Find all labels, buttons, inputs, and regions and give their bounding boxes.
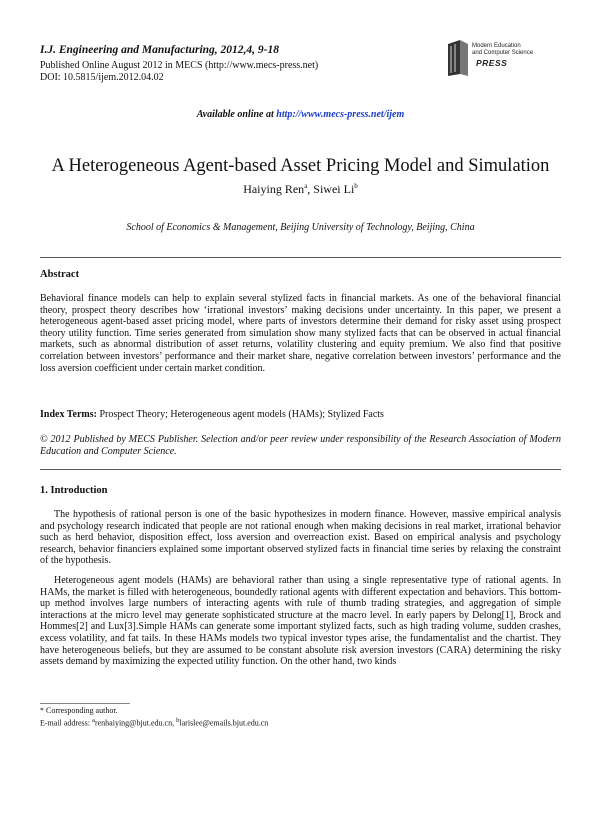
index-terms-text: Prospect Theory; Heterogeneous agent models (HAMs); Stylized Facts (96, 409, 384, 420)
introduction-paragraph-2: Heterogeneous agent models (HAMs) are behavioral rather than using a single representative type of rational agents. In HAMs, the market is filled with heterogeneous, boundedly rational agents with different expectation and behaviors. This bottom-up method involves large numbers of interacting agents with rule of thumb trading strategies, and aggregation of simple interactions at the micro level may generate sophisticated structure at the macro level. In early papers by Delong[1], Brock and Hommes[2] and Lux[3].Simple HAMs can generate some important stylized facts, such as high trading volume, sudden crashes, excess volatility, and fat tails. In these HAMs models two typical investor types arise, the fundamentalist and the chartist. They have heterogeneous beliefs, but they are assumed to be constant absolute risk aversion investors (CARA) determining the risky assets demand by maximizing the expected utility function. On the other hand, two kinds (40, 575, 561, 668)
footnote-divider (40, 703, 130, 704)
index-terms-label: Index Terms: (40, 409, 97, 420)
email-sup-a: a (91, 717, 95, 724)
author-1-sup: a (304, 182, 308, 190)
paper-title: A Heterogeneous Agent-based Asset Pricing Model and Simulation (51, 156, 550, 176)
logo-line-2: and Computer Science (472, 49, 534, 56)
email-addresses (40, 716, 268, 729)
index-terms (40, 409, 384, 420)
author-1: Haiying Ren (243, 182, 305, 196)
email-a[interactable]: renhaiying@bjut.edu.cn, (94, 718, 177, 728)
email-label: E-mail address: (40, 718, 92, 728)
footnote (40, 706, 268, 729)
mecs-press-logo (446, 34, 556, 82)
publication-info (40, 60, 318, 83)
available-online (0, 109, 601, 120)
affiliation: School of Economics & Management, Beijing University of Technology, Beijing, China (126, 222, 475, 233)
journal-url-link[interactable]: http://www.mecs-press.net/ijem (276, 109, 405, 120)
logo-text (472, 43, 533, 56)
email-sup-b: b (176, 717, 180, 724)
introduction-heading: 1. Introduction (40, 485, 108, 496)
introduction-paragraph-1: The hypothesis of rational person is one of the basic hypothesizes in modern finance. However, massive empirical analysis and psychology research indicated that people are not rational enough when making decisions in real market, irrational behavior such as herd behavior, disposition effect, loss aversion and overreaction exist. Based on empirical analysis and psychology research, behavior financiers explained some important observed stylized facts in financial time series by relaxing the constraint of the hypothesis. (40, 509, 561, 567)
copyright-notice: © 2012 Published by MECS Publisher. Selection and/or peer review under responsibility of the Research Association of Modern Education and Computer Science. (40, 434, 561, 457)
divider (40, 469, 561, 470)
available-prefix: Available online at (196, 109, 277, 120)
author-2-sup: b (354, 182, 358, 190)
authors (0, 182, 601, 197)
book-stack-icon (446, 38, 472, 78)
logo-press: PRESS (476, 58, 508, 68)
published-line: Published Online August 2012 in MECS (http://www.mecs-press.net) (40, 60, 319, 71)
author-2: , Siwei Li (307, 182, 355, 196)
logo-line-1: Modern Education (472, 43, 521, 49)
abstract-heading: Abstract (40, 269, 80, 280)
divider (40, 257, 561, 258)
doi-line: DOI: 10.5815/ijem.2012.04.02 (40, 71, 164, 83)
email-b[interactable]: larislee@emails.bjut.edu.cn (179, 718, 269, 728)
abstract-text: Behavioral finance models can help to explain several stylized facts in financial markets. As one of the behavioral financial theory, prospect theory describes how ‘irrational investors’ making decisions under uncertainty. In this paper, we present a heterogeneous agent-based asset pricing model, where parts of investors determine their demand for risky asset using prospect theory utility function. Time series generated from simulation show many stylized facts that can be observed in actual financial markets, such as abnormal distribution of asset returns, volatility clustering and equity premium. We also find that positive correlation between investors’ performance and their market share, negative correlation between investors’ performance and the loss aversion coefficient under certain market condition. (40, 293, 561, 374)
corresponding-author: * Corresponding author. (40, 706, 118, 715)
journal-title: I.J. Engineering and Manufacturing, 2012,4, 9-18 (40, 44, 279, 56)
